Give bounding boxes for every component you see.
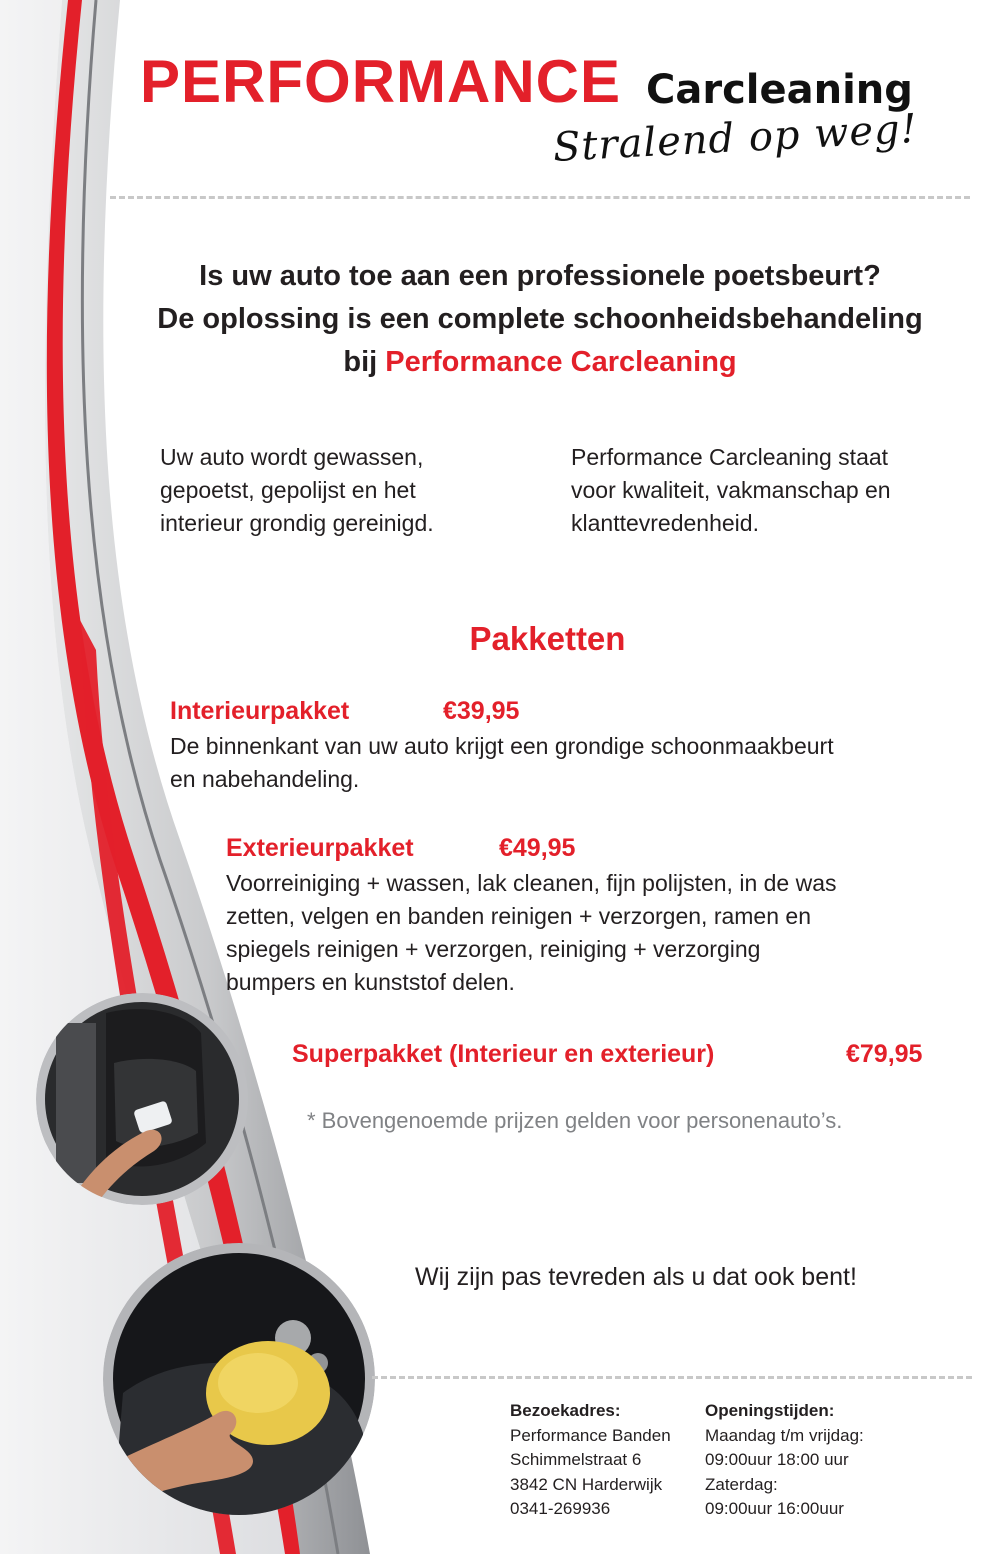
package-super-name: Superpakket (Interieur en exterieur) [292, 1040, 715, 1068]
package-interieur-name: Interieurpakket [170, 697, 350, 725]
package-super-price: €79,95 [846, 1040, 923, 1068]
price-footnote: * Bovengenoemde prijzen gelden voor personenauto’s. [307, 1108, 843, 1133]
intro-left-line: interieur grondig gereinigd. [160, 510, 434, 536]
address-heading: Bezoekadres: [510, 1401, 621, 1420]
description-line: De binnenkant van uw auto krijgt een grondige schoonmaakbeurt [170, 733, 834, 759]
divider-top [110, 196, 970, 199]
description-line: zetten, velgen en banden reinigen + verzorgen, ramen en [226, 903, 811, 929]
hours-line: 09:00uur 18:00 uur [705, 1450, 849, 1469]
package-interieur-description [170, 730, 970, 796]
tagline: Wij zijn pas tevreden als u dat ook bent! [415, 1263, 857, 1291]
logo-brand: PERFORMANCE [140, 48, 622, 115]
packages-title: Pakketten [469, 620, 626, 657]
car-seat-cleaning-photo [36, 993, 248, 1205]
address-line: Schimmelstraat 6 [510, 1450, 642, 1469]
sponge-washing-photo [103, 1243, 375, 1515]
headline-prefix: bij [343, 346, 378, 378]
hours-line: 09:00uur 16:00uur [705, 1499, 844, 1518]
package-exterieur-name: Exterieurpakket [226, 834, 414, 862]
hours-line: Maandag t/m vrijdag: [705, 1425, 864, 1445]
headline-line-2: De oplossing is een complete schoonheidsbehandeling [157, 303, 923, 335]
divider-bottom [372, 1376, 972, 1379]
opening-hours [705, 1399, 905, 1522]
package-interieur-price: €39,95 [443, 697, 520, 725]
intro-left [160, 441, 510, 540]
headline-line-1: Is uw auto toe aan een professionele poetsbeurt? [199, 260, 881, 292]
description-line: spiegels reinigen + verzorgen, reiniging + verzorging [226, 936, 761, 962]
package-exterieur-price: €49,95 [499, 834, 576, 862]
contact-address [510, 1399, 700, 1522]
address-line: Performance Banden [510, 1425, 671, 1445]
hours-line: Zaterdag: [705, 1474, 778, 1494]
intro-right [571, 441, 971, 540]
intro-right-line: klanttevredenheid. [571, 510, 759, 536]
intro-left-line: gepoetst, gepolijst en het [160, 477, 416, 503]
description-line: Voorreiniging + wassen, lak cleanen, fijn polijsten, in de was [226, 870, 837, 896]
headline [100, 255, 980, 384]
intro-right-line: Performance Carcleaning staat [571, 444, 889, 470]
hours-heading: Openingstijden: [705, 1401, 835, 1420]
slogan: Stralend op weg! [551, 105, 919, 171]
logo-name: Carcleaning [646, 67, 913, 113]
intro-left-line: Uw auto wordt gewassen, [160, 444, 424, 470]
description-line: en nabehandeling. [170, 766, 360, 792]
description-line: bumpers en kunststof delen. [226, 969, 515, 995]
headline-line-3 [100, 341, 980, 384]
package-exterieur-description [226, 867, 946, 999]
intro-right-line: voor kwaliteit, vakmanschap en [571, 477, 891, 503]
headline-highlight: Performance Carcleaning [385, 346, 737, 378]
address-line: 3842 CN Harderwijk [510, 1474, 663, 1494]
phone-number: 0341-269936 [510, 1499, 611, 1518]
